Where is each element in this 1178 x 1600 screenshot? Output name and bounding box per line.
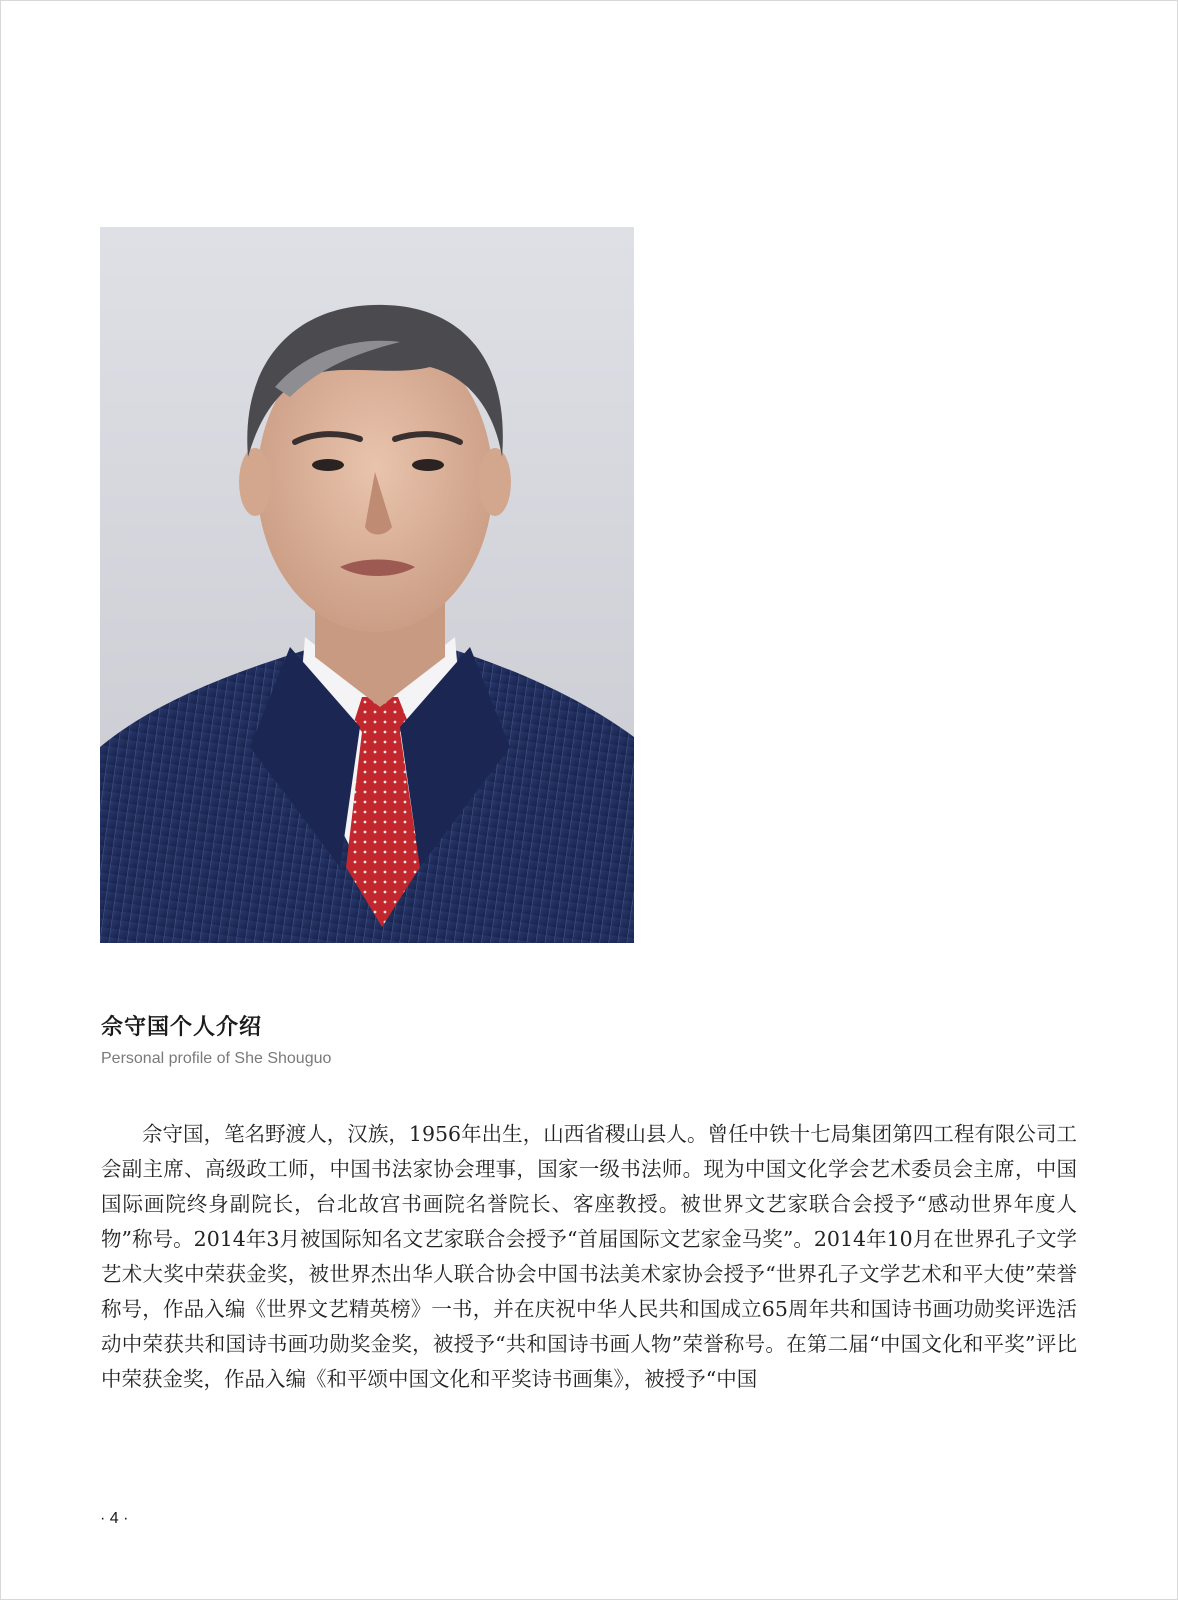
- page-number: · 4 ·: [100, 1510, 129, 1527]
- profile-title: 佘守国个人介绍: [101, 1015, 263, 1040]
- profile-body-paragraph: 佘守国，笔名野渡人，汉族，1956年出生，山西省稷山县人。曾任中铁十七局集团第四工程有限公司工会副主席、高级政工师，中国书法家协会理事，国家一级书法师。现为中国文化学会艺术委员会主席，中国国际画院终身副院长，台北故宫书画院名誉院长、客座教授。被世界文艺家联合会授予“感动世界年度人物”称号。2014年3月被国际知名文艺家联合会授予“首届国际文艺家金马奖”。2014年10月在世界孔子文学艺术大奖中荣获金奖，被世界杰出华人联合协会中国书法美术家协会授予“世界孔子文学艺术和平大使”荣誉称号，作品入编《世界文艺精英榜》一书，并在庆祝中华人民共和国成立65周年共和国诗书画功勋奖评选活动中荣获共和国诗书画功勋奖金奖，被授予“共和国诗书画人物”荣誉称号。在第二届“中国文化和平奖”评比中荣获金奖，作品入编《和平颂中国文化和平奖诗书画集》，被授予“中国: [101, 1122, 1077, 1391]
- profile-subtitle: Personal profile of She Shouguo: [101, 1050, 332, 1067]
- portrait-photo: [100, 227, 634, 943]
